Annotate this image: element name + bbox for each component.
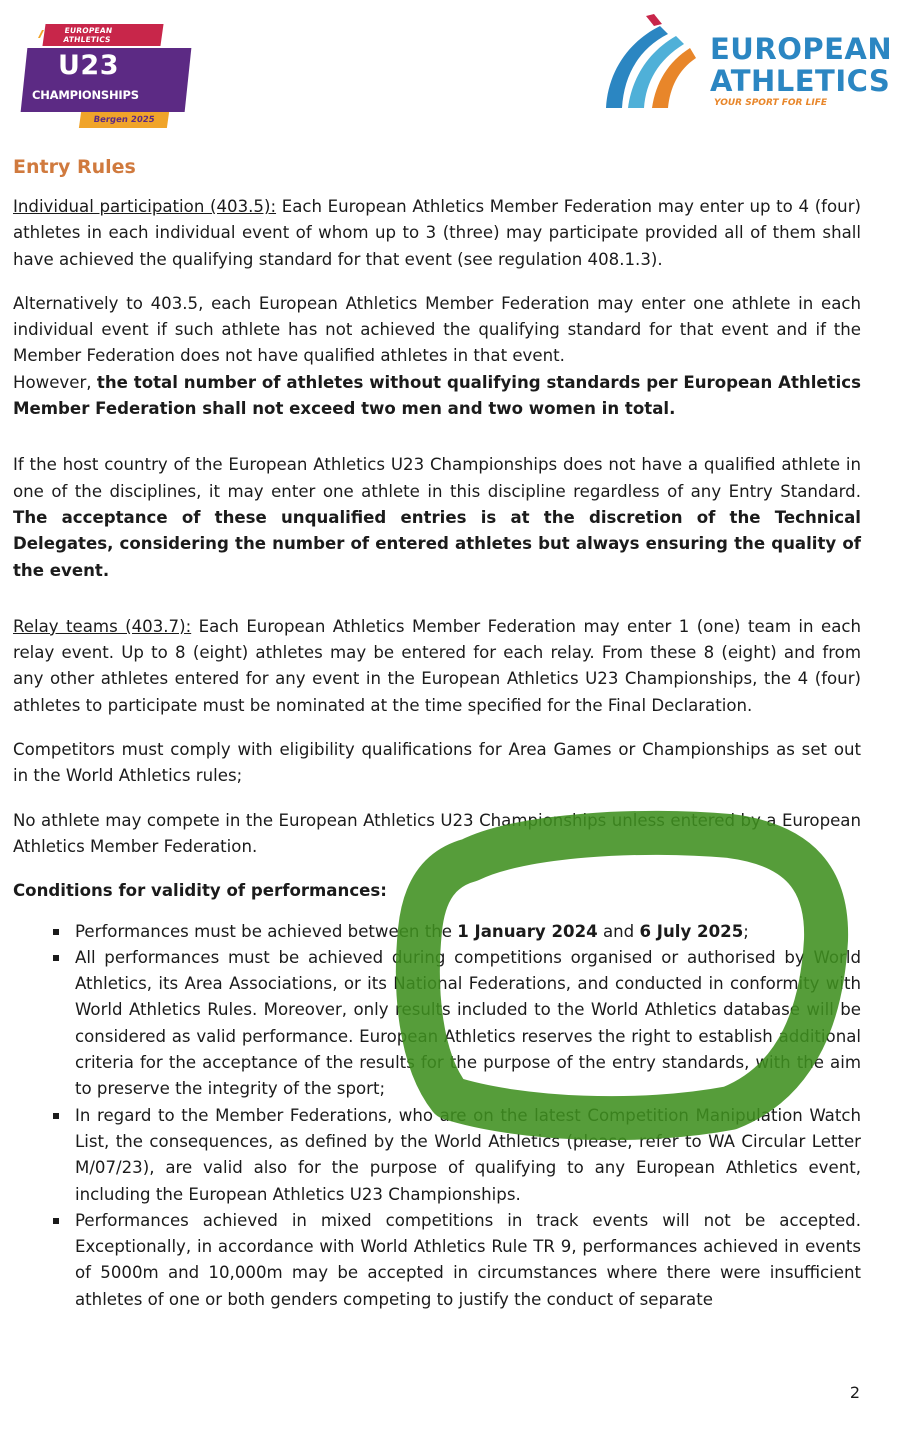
ea-logo-tagline: YOUR SPORT FOR LIFE [714, 98, 827, 108]
bullet-1-end-date: 6 July 2025 [639, 921, 744, 941]
u23-logo-top-band [42, 24, 163, 46]
individual-participation-text: Each European Athletics Member Federation may enter up to 4 (four) athletes in each individual event of whom up to 3 (three) may participate provided all of them shall have achieved the qualifying standard for that event (see regulation 408.1.3). [13, 197, 861, 269]
u23-logo-title: U23 [58, 50, 119, 81]
u23-logo-place: Bergen 2025 [79, 112, 169, 128]
paragraph-member-federation: No athlete may compete in the European Athletics U23 Championships unless entered by a European Athletics Member Federation. [13, 810, 861, 856]
ea-swoosh-icon [598, 12, 708, 116]
list-item [13, 945, 861, 1103]
document-body [13, 154, 861, 1313]
alternative-entry-text: Alternatively to 403.5, each European Athletics Member Federation may enter one athlete in each individual event if such athlete has not achieved the qualifying standard for that event and if the Member Federation does not have qualified athletes in that event. [13, 293, 861, 366]
paragraph-eligibility: Competitors must comply with eligibility qualifications for Area Games or Championships as set out in the World Athletics rules; [13, 740, 861, 786]
paragraph-relay-teams [13, 614, 861, 719]
host-country-text: If the host country of the European Athletics U23 Championships does not have a qualified athlete in one of the disciplines, it may enter one athlete in this discipline regardless of any Entry Standard. [13, 455, 861, 501]
bullet-1-mid: and [597, 921, 640, 941]
individual-participation-label: Individual participation (403.5): [13, 197, 277, 216]
bullet-4-text: Performances achieved in mixed competitions in track events will not be accepted. Exceptionally, in accordance with World Athletics Rule TR 9, performances achieved in events of 5000m and 10,000m may be accepted in circumstances where there were insufficient athletes of one or both genders competing to justify the conduct of separate [75, 1210, 861, 1309]
alternative-entry-however: However, [13, 372, 97, 392]
bullet-3-text: In regard to the Member Federations, who are on the latest Competition Manipulation Watch List, the consequences, as defined by the World Athletics (please, refer to WA Circular Letter M/07/23), are valid also for the purpose of qualifying to any European Athletics event, including the European Athletics U23 Championships. [75, 1105, 861, 1204]
list-item [13, 1208, 861, 1313]
u23-logo-top-line2: ATHLETICS [62, 35, 112, 44]
conditions-heading: Conditions for validity of performances: [13, 881, 387, 901]
u23-championships-logo [18, 22, 188, 132]
bullet-icon [53, 929, 59, 935]
page-number: 2 [849, 1383, 860, 1402]
bullet-1-start-date: 1 January 2024 [457, 921, 598, 941]
host-country-bold: The acceptance of these unqualified entries is at the discretion of the Technical Delegates, considering the number of entered athletes but always ensuring the quality of the event. [13, 507, 861, 580]
spacer [13, 440, 861, 452]
bullet-1-post: ; [743, 921, 749, 941]
relay-teams-label: Relay teams (403.7): [13, 616, 192, 636]
bullet-icon [53, 1113, 59, 1119]
bullet-2-text: All performances must be achieved during competitions organised or authorised by World Athletics, its Area Associations, or its National Federations, and conducted in conformity with World Athletics Rules. Moreover, only results included to the World Athletics database will be considered as valid performance. European Athletics reserves the right to establish additional criteria for the acceptance of the results for the purpose of the entry standards, with the aim to preserve the integrity of the sport; [75, 947, 861, 1099]
u23-logo-top-line1: EUROPEAN [64, 26, 113, 35]
u23-logo-subtitle: CHAMPIONSHIPS [32, 88, 139, 102]
bullet-icon [53, 1218, 59, 1224]
conditions-list [13, 919, 861, 1313]
paragraph-host-country [13, 452, 861, 583]
paragraph-alternative-entry [13, 291, 861, 422]
european-athletics-logo [598, 12, 893, 116]
section-heading: Entry Rules [13, 156, 136, 178]
relay-teams-text: Each European Athletics Member Federation may enter 1 (one) team in each relay event. Up to 8 (eight) athletes may be entered for each relay. From these 8 (eight) and from any other athletes entered for any event in the European Athletics U23 Championships, the 4 (four) athletes to participate must be nominated at the time specified for the Final Declaration. [13, 616, 861, 715]
paragraph-individual-participation [13, 194, 861, 273]
list-item [13, 919, 861, 945]
ea-logo-line2: ATHLETICS [710, 64, 891, 98]
alternative-entry-bold: the total number of athletes without qualifying standards per European Athletics Member Federation shall not exceed two men and two women in total. [13, 372, 862, 419]
spacer [13, 602, 861, 614]
ea-mark-icon [32, 26, 46, 40]
ea-logo-line1: EUROPEAN [710, 32, 893, 66]
list-item [13, 1103, 861, 1208]
bullet-1-pre: Performances must be achieved between the [75, 921, 458, 941]
bullet-icon [53, 955, 59, 961]
